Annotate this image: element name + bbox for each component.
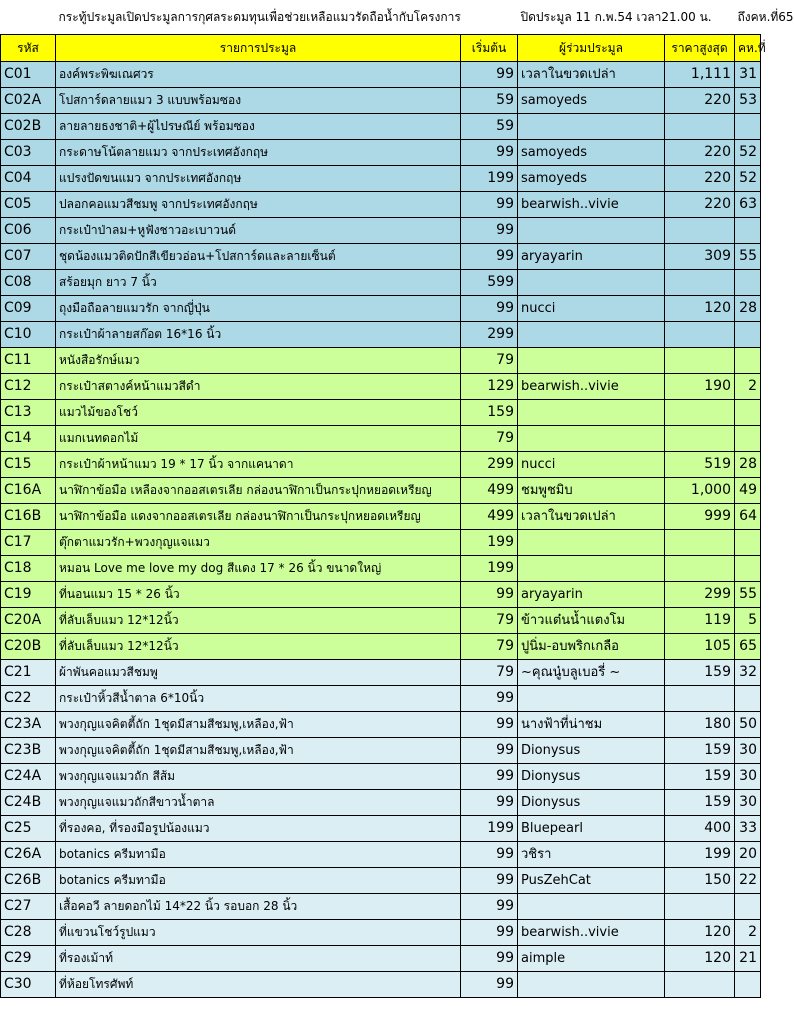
cell-post-no[interactable]: 52: [735, 140, 761, 166]
col-header-item[interactable]: รายการประมูล: [56, 35, 461, 62]
cell-high-price[interactable]: 150: [665, 868, 735, 894]
last-post-ref[interactable]: ถึงคห.ที่65: [735, 0, 761, 35]
cell-item[interactable]: กระเป๋าผ้าลายสก๊อต 16*16 นิ้ว: [56, 322, 461, 348]
cell-post-no[interactable]: 21: [735, 946, 761, 972]
table-row: [1, 322, 761, 348]
cell-code[interactable]: C01: [1, 62, 56, 88]
cell-start-price[interactable]: 99: [461, 790, 518, 816]
cell-post-no[interactable]: 33: [735, 816, 761, 842]
cell-start-price[interactable]: 159: [461, 400, 518, 426]
cell-post-no[interactable]: [735, 400, 761, 426]
col-header-post[interactable]: คห.ที่: [735, 35, 761, 62]
cell-code[interactable]: C27: [1, 894, 56, 920]
cell-post-no[interactable]: [735, 270, 761, 296]
cell-start-price[interactable]: 99: [461, 738, 518, 764]
table-row: [1, 504, 761, 530]
cell-post-no[interactable]: 53: [735, 88, 761, 114]
cell-item[interactable]: ที่นอนแมว 15 * 26 นิ้ว: [56, 582, 461, 608]
cell-post-no[interactable]: 30: [735, 790, 761, 816]
cell-post-no[interactable]: [735, 348, 761, 374]
cell-bidder[interactable]: bearwish..vivie: [518, 192, 665, 218]
table-row: [1, 712, 761, 738]
cell-post-no[interactable]: [735, 114, 761, 140]
cell-high-price[interactable]: 119: [665, 608, 735, 634]
cell-code[interactable]: C30: [1, 972, 56, 998]
cell-item[interactable]: หมอน Love me love my dog สีแดง 17 * 26 นิ้ว ขนาดใหญ่: [56, 556, 461, 582]
cell-code[interactable]: C02B: [1, 114, 56, 140]
cell-post-no[interactable]: [735, 322, 761, 348]
cell-post-no[interactable]: 65: [735, 634, 761, 660]
cell-bidder[interactable]: [518, 530, 665, 556]
cell-item[interactable]: ลายลายธงชาติ+ผู้ไปรษณีย์ พร้อมซอง: [56, 114, 461, 140]
cell-start-price[interactable]: 99: [461, 140, 518, 166]
cell-start-price[interactable]: 79: [461, 348, 518, 374]
cell-start-price[interactable]: 99: [461, 894, 518, 920]
cell-code[interactable]: C10: [1, 322, 56, 348]
cell-start-price[interactable]: 499: [461, 504, 518, 530]
cell-start-price[interactable]: 99: [461, 972, 518, 998]
cell-bidder[interactable]: [518, 556, 665, 582]
cell-item[interactable]: ตุ๊กตาแมวรัก+พวงกุญแจแมว: [56, 530, 461, 556]
cell-start-price[interactable]: 99: [461, 920, 518, 946]
table-row: [1, 556, 761, 582]
cell-start-price[interactable]: 199: [461, 166, 518, 192]
cell-start-price[interactable]: 499: [461, 478, 518, 504]
cell-item[interactable]: ถุงมือถือลายแมวรัก จากญี่ปุ่น: [56, 296, 461, 322]
cell-code[interactable]: C29: [1, 946, 56, 972]
cell-item[interactable]: กระเป๋าป่าลม+หูฟังชาวอะเบาวนด์: [56, 218, 461, 244]
col-header-code[interactable]: รหัส: [1, 35, 56, 62]
table-row: [1, 348, 761, 374]
table-row: [1, 738, 761, 764]
cell-high-price[interactable]: [665, 972, 735, 998]
cell-high-price[interactable]: 999: [665, 504, 735, 530]
cell-high-price[interactable]: 159: [665, 738, 735, 764]
cell-item[interactable]: ที่ลับเล็บแมว 12*12นิ้ว: [56, 634, 461, 660]
cell-code[interactable]: C12: [1, 374, 56, 400]
cell-start-price[interactable]: 99: [461, 62, 518, 88]
cell-high-price[interactable]: [665, 686, 735, 712]
cell-item[interactable]: กระเป๋าสตางค์หน้าแมวสีดำ: [56, 374, 461, 400]
title-blank-cell[interactable]: [1, 0, 56, 35]
cell-bidder[interactable]: Bluepearl: [518, 816, 665, 842]
cell-code[interactable]: C07: [1, 244, 56, 270]
cell-start-price[interactable]: 99: [461, 686, 518, 712]
table-row: [1, 686, 761, 712]
cell-bidder[interactable]: [518, 218, 665, 244]
cell-high-price[interactable]: [665, 218, 735, 244]
cell-item[interactable]: ที่ลับเล็บแมว 12*12นิ้ว: [56, 608, 461, 634]
cell-high-price[interactable]: 120: [665, 296, 735, 322]
table-row: [1, 816, 761, 842]
cell-item[interactable]: นาฬิกาข้อมือ เหลืองจากออสเตรเลีย กล่องนาฬิกาเป็นกระปุกหยอดเหรียญ: [56, 478, 461, 504]
cell-high-price[interactable]: 199: [665, 842, 735, 868]
sheet-title[interactable]: กระทู้ประมูลเปิดประมูลการกุศลระดมทุนเพื่อช่วยเหลือแมวรัดถือน้ำกับโครงการ: [56, 0, 518, 35]
cell-high-price[interactable]: 120: [665, 946, 735, 972]
cell-post-no[interactable]: [735, 556, 761, 582]
cell-item[interactable]: botanics ครีมทามือ: [56, 868, 461, 894]
cell-start-price[interactable]: 599: [461, 270, 518, 296]
cell-post-no[interactable]: 30: [735, 764, 761, 790]
cell-item[interactable]: ผ้าพันคอแมวสีชมพู: [56, 660, 461, 686]
col-header-high[interactable]: ราคาสูงสุด: [665, 35, 735, 62]
cell-high-price[interactable]: [665, 270, 735, 296]
cell-high-price[interactable]: [665, 322, 735, 348]
cell-start-price[interactable]: 59: [461, 114, 518, 140]
cell-bidder[interactable]: [518, 114, 665, 140]
cell-post-no[interactable]: 32: [735, 660, 761, 686]
cell-code[interactable]: C05: [1, 192, 56, 218]
title-row: [1, 0, 761, 35]
cell-item[interactable]: แปรงปัดขนแมว จากประเทศอังกฤษ: [56, 166, 461, 192]
cell-code[interactable]: C28: [1, 920, 56, 946]
cell-post-no[interactable]: [735, 894, 761, 920]
cell-item[interactable]: นาฬิกาข้อมือ แดงจากออสเตรเลีย กล่องนาฬิกาเป็นกระปุกหยอดเหรียญ: [56, 504, 461, 530]
cell-post-no[interactable]: [735, 218, 761, 244]
cell-start-price[interactable]: 99: [461, 946, 518, 972]
cell-bidder[interactable]: samoyeds: [518, 88, 665, 114]
cell-post-no[interactable]: [735, 530, 761, 556]
cell-item[interactable]: สร้อยมุก ยาว 7 นิ้ว: [56, 270, 461, 296]
cell-high-price[interactable]: [665, 400, 735, 426]
cell-high-price[interactable]: 105: [665, 634, 735, 660]
cell-bidder[interactable]: nucci: [518, 452, 665, 478]
cell-bidder[interactable]: ข้าวแต๋นน้ำแตงโม: [518, 608, 665, 634]
cell-bidder[interactable]: [518, 270, 665, 296]
close-time[interactable]: ปิดประมูล 11 ก.พ.54 เวลา21.00 น.: [518, 0, 735, 35]
cell-item[interactable]: ชุดน้องแมวติดปักสีเขียวอ่อน+โปสการ์ดและลายเซ็นต์: [56, 244, 461, 270]
cell-code[interactable]: C17: [1, 530, 56, 556]
cell-code[interactable]: C16B: [1, 504, 56, 530]
table-row: [1, 790, 761, 816]
table-row: [1, 660, 761, 686]
cell-high-price[interactable]: 299: [665, 582, 735, 608]
cell-bidder[interactable]: nucci: [518, 296, 665, 322]
cell-start-price[interactable]: 99: [461, 582, 518, 608]
cell-bidder[interactable]: นางฟ้าที่น่าชม: [518, 712, 665, 738]
cell-code[interactable]: C23A: [1, 712, 56, 738]
cell-start-price[interactable]: 99: [461, 296, 518, 322]
cell-high-price[interactable]: 190: [665, 374, 735, 400]
cell-item[interactable]: พวงกุญแจคิตตี้ถัก 1ชุดมีสามสีชมพู,เหลือง,ฟ้า: [56, 712, 461, 738]
cell-start-price[interactable]: 129: [461, 374, 518, 400]
cell-start-price[interactable]: 79: [461, 608, 518, 634]
cell-post-no[interactable]: 20: [735, 842, 761, 868]
cell-start-price[interactable]: 99: [461, 244, 518, 270]
cell-code[interactable]: C20A: [1, 608, 56, 634]
cell-item[interactable]: ปลอกคอแมวสีชมพู จากประเทศอังกฤษ: [56, 192, 461, 218]
cell-item[interactable]: botanics ครีมทามือ: [56, 842, 461, 868]
cell-start-price[interactable]: 299: [461, 322, 518, 348]
cell-bidder[interactable]: [518, 972, 665, 998]
table-row: [1, 582, 761, 608]
cell-bidder[interactable]: samoyeds: [518, 166, 665, 192]
cell-bidder[interactable]: Dionysus: [518, 790, 665, 816]
cell-post-no[interactable]: [735, 972, 761, 998]
cell-bidder[interactable]: [518, 348, 665, 374]
cell-code[interactable]: C21: [1, 660, 56, 686]
cell-post-no[interactable]: 28: [735, 296, 761, 322]
cell-code[interactable]: C14: [1, 426, 56, 452]
table-row: [1, 426, 761, 452]
table-row: [1, 634, 761, 660]
cell-item[interactable]: ที่แขวนโชว์รูปแมว: [56, 920, 461, 946]
table-row: [1, 296, 761, 322]
cell-item[interactable]: ที่รองคอ, ที่รองมือรูปน้องแมว: [56, 816, 461, 842]
cell-start-price[interactable]: 99: [461, 192, 518, 218]
cell-item[interactable]: แมวไม้ของโชว์: [56, 400, 461, 426]
cell-start-price[interactable]: 199: [461, 556, 518, 582]
cell-post-no[interactable]: 5: [735, 608, 761, 634]
cell-item[interactable]: หนังสือรักษ์แมว: [56, 348, 461, 374]
cell-code[interactable]: C26A: [1, 842, 56, 868]
cell-bidder[interactable]: PusZehCat: [518, 868, 665, 894]
cell-code[interactable]: C16A: [1, 478, 56, 504]
cell-post-no[interactable]: 49: [735, 478, 761, 504]
cell-code[interactable]: C08: [1, 270, 56, 296]
cell-high-price[interactable]: [665, 894, 735, 920]
cell-start-price[interactable]: 79: [461, 426, 518, 452]
cell-post-no[interactable]: 30: [735, 738, 761, 764]
cell-bidder[interactable]: bearwish..vivie: [518, 920, 665, 946]
cell-bidder[interactable]: ปูนิ่ม-อบพริกเกลือ: [518, 634, 665, 660]
cell-code[interactable]: C09: [1, 296, 56, 322]
cell-start-price[interactable]: 99: [461, 764, 518, 790]
cell-high-price[interactable]: 220: [665, 88, 735, 114]
cell-item[interactable]: องค์พระพิฆเณศวร: [56, 62, 461, 88]
table-row: [1, 478, 761, 504]
cell-start-price[interactable]: 79: [461, 660, 518, 686]
cell-post-no[interactable]: 55: [735, 582, 761, 608]
cell-high-price[interactable]: 220: [665, 192, 735, 218]
cell-post-no[interactable]: 50: [735, 712, 761, 738]
cell-post-no[interactable]: 63: [735, 192, 761, 218]
col-header-bidder[interactable]: ผู้ร่วมประมูล: [518, 35, 665, 62]
cell-item[interactable]: พวงกุญแจแมวถักสีขาวน้ำตาล: [56, 790, 461, 816]
cell-item[interactable]: แมกเนทดอกไม้: [56, 426, 461, 452]
cell-bidder[interactable]: aimple: [518, 946, 665, 972]
table-row: [1, 374, 761, 400]
cell-bidder[interactable]: เวลาในขวดเปล่า: [518, 504, 665, 530]
cell-code[interactable]: C15: [1, 452, 56, 478]
cell-item[interactable]: ที่รองเม้าท์: [56, 946, 461, 972]
cell-post-no[interactable]: 28: [735, 452, 761, 478]
cell-item[interactable]: ที่ห้อยโทรศัพท์: [56, 972, 461, 998]
cell-high-price[interactable]: 159: [665, 660, 735, 686]
cell-code[interactable]: C24A: [1, 764, 56, 790]
cell-start-price[interactable]: 99: [461, 842, 518, 868]
cell-high-price[interactable]: 519: [665, 452, 735, 478]
cell-item[interactable]: โปสการ์ดลายแมว 3 แบบพร้อมซอง: [56, 88, 461, 114]
cell-bidder[interactable]: ~คุณนู๋บลูเบอรี่ ~: [518, 660, 665, 686]
cell-post-no[interactable]: 2: [735, 920, 761, 946]
cell-post-no[interactable]: 22: [735, 868, 761, 894]
cell-item[interactable]: เสื้อคอวี ลายดอกไม้ 14*22 นิ้ว รอบอก 28 นิ้ว: [56, 894, 461, 920]
cell-bidder[interactable]: วชิรา: [518, 842, 665, 868]
col-header-start[interactable]: เริ่มต้น: [461, 35, 518, 62]
cell-high-price[interactable]: 1,000: [665, 478, 735, 504]
cell-bidder[interactable]: samoyeds: [518, 140, 665, 166]
cell-code[interactable]: C24B: [1, 790, 56, 816]
cell-post-no[interactable]: [735, 686, 761, 712]
cell-bidder[interactable]: [518, 400, 665, 426]
cell-start-price[interactable]: 299: [461, 452, 518, 478]
cell-bidder[interactable]: ชมพูชมิบ: [518, 478, 665, 504]
table-row: [1, 88, 761, 114]
cell-code[interactable]: C04: [1, 166, 56, 192]
cell-code[interactable]: C11: [1, 348, 56, 374]
cell-code[interactable]: C20B: [1, 634, 56, 660]
cell-code[interactable]: C06: [1, 218, 56, 244]
cell-item[interactable]: กระเป๋าหิ้วสีน้ำตาล 6*10นิ้ว: [56, 686, 461, 712]
table-row: [1, 400, 761, 426]
table-row: [1, 868, 761, 894]
cell-start-price[interactable]: 199: [461, 816, 518, 842]
cell-post-no[interactable]: 31: [735, 62, 761, 88]
table-row: [1, 764, 761, 790]
cell-item[interactable]: กระดาษโน้ตลายแมว จากประเทศอังกฤษ: [56, 140, 461, 166]
table-row: [1, 166, 761, 192]
cell-code[interactable]: C22: [1, 686, 56, 712]
cell-start-price[interactable]: 59: [461, 88, 518, 114]
cell-high-price[interactable]: 120: [665, 920, 735, 946]
cell-bidder[interactable]: [518, 322, 665, 348]
cell-high-price[interactable]: 400: [665, 816, 735, 842]
cell-high-price[interactable]: [665, 348, 735, 374]
cell-code[interactable]: C03: [1, 140, 56, 166]
cell-post-no[interactable]: 2: [735, 374, 761, 400]
cell-high-price[interactable]: 220: [665, 166, 735, 192]
cell-high-price[interactable]: 220: [665, 140, 735, 166]
table-row: [1, 972, 761, 998]
cell-high-price[interactable]: 159: [665, 764, 735, 790]
table-row: [1, 842, 761, 868]
cell-bidder[interactable]: [518, 426, 665, 452]
cell-high-price[interactable]: 159: [665, 790, 735, 816]
table-row: [1, 62, 761, 88]
cell-item[interactable]: กระเป๋าผ้าหน้าแมว 19 * 17 นิ้ว จากแคนาดา: [56, 452, 461, 478]
cell-bidder[interactable]: aryayarin: [518, 244, 665, 270]
cell-item[interactable]: พวงกุญแจแมวถัก สีส้ม: [56, 764, 461, 790]
table-row: [1, 894, 761, 920]
cell-bidder[interactable]: [518, 894, 665, 920]
header-row: [1, 35, 761, 62]
cell-code[interactable]: C13: [1, 400, 56, 426]
cell-code[interactable]: C26B: [1, 868, 56, 894]
cell-bidder[interactable]: เวลาในขวดเปล่า: [518, 62, 665, 88]
cell-bidder[interactable]: Dionysus: [518, 738, 665, 764]
cell-post-no[interactable]: [735, 426, 761, 452]
cell-code[interactable]: C25: [1, 816, 56, 842]
table-row: [1, 114, 761, 140]
cell-high-price[interactable]: [665, 530, 735, 556]
table-row: [1, 530, 761, 556]
cell-high-price[interactable]: 1,111: [665, 62, 735, 88]
table-row: [1, 192, 761, 218]
cell-code[interactable]: C19: [1, 582, 56, 608]
table-row: [1, 218, 761, 244]
table-row: [1, 920, 761, 946]
cell-code[interactable]: C02A: [1, 88, 56, 114]
cell-start-price[interactable]: 99: [461, 868, 518, 894]
cell-high-price[interactable]: [665, 556, 735, 582]
table-row: [1, 452, 761, 478]
cell-bidder[interactable]: Dionysus: [518, 764, 665, 790]
cell-high-price[interactable]: [665, 426, 735, 452]
cell-bidder[interactable]: aryayarin: [518, 582, 665, 608]
cell-high-price[interactable]: 309: [665, 244, 735, 270]
cell-bidder[interactable]: bearwish..vivie: [518, 374, 665, 400]
cell-code[interactable]: C18: [1, 556, 56, 582]
cell-start-price[interactable]: 199: [461, 530, 518, 556]
cell-post-no[interactable]: 52: [735, 166, 761, 192]
cell-high-price[interactable]: [665, 114, 735, 140]
table-row: [1, 244, 761, 270]
cell-item[interactable]: พวงกุญแจคิตตี้ถัก 1ชุดมีสามสีชมพู,เหลือง,ฟ้า: [56, 738, 461, 764]
table-row: [1, 270, 761, 296]
cell-post-no[interactable]: 64: [735, 504, 761, 530]
cell-start-price[interactable]: 99: [461, 712, 518, 738]
cell-bidder[interactable]: [518, 686, 665, 712]
cell-post-no[interactable]: 55: [735, 244, 761, 270]
table-row: [1, 608, 761, 634]
cell-start-price[interactable]: 79: [461, 634, 518, 660]
table-row: [1, 140, 761, 166]
cell-high-price[interactable]: 180: [665, 712, 735, 738]
cell-start-price[interactable]: 99: [461, 218, 518, 244]
cell-code[interactable]: C23B: [1, 738, 56, 764]
table-row: [1, 946, 761, 972]
